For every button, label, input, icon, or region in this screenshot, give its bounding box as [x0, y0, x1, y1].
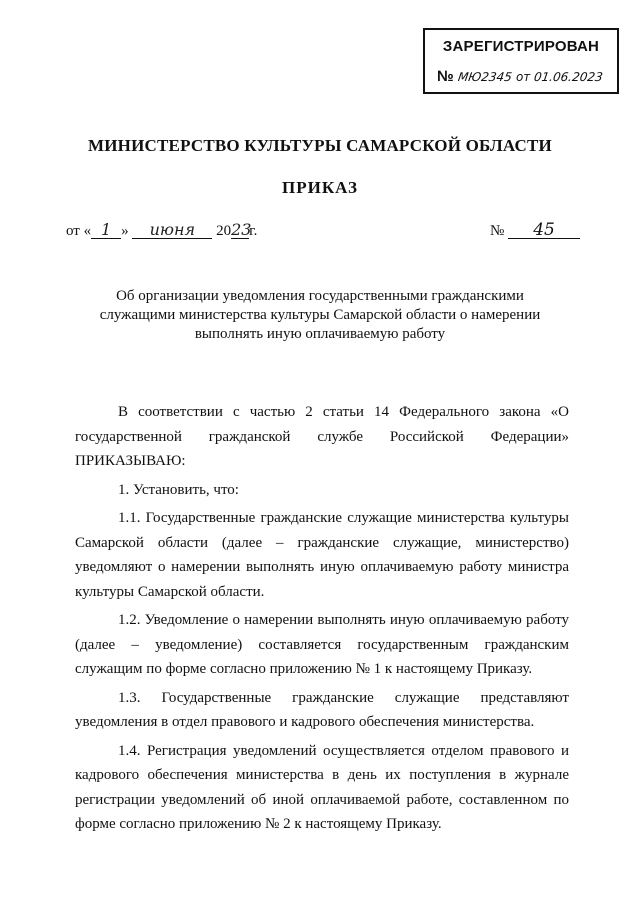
date-month: июня — [132, 222, 212, 239]
stamp-date-value: 01.06.2023 — [533, 70, 605, 84]
item-1-4-paragraph: 1.4. Регистрация уведомлений осуществляется отделом правового и кадрового обеспечения министерства в день их поступления в журнале регистрации уведомлений об иной оплачиваемой работе, составленном по форме согласно приложению № 2 к настоящему Приказу. — [75, 742, 569, 832]
stamp-title: ЗАРЕГИСТРИРОВАН — [442, 38, 600, 55]
order-number-value: 45 — [508, 222, 580, 239]
order-number-label: № — [490, 223, 505, 239]
date-day: 1 — [91, 222, 121, 239]
stamp-number-value: МЮ2345 — [456, 70, 513, 84]
document-type-heading: ПРИКАЗ — [282, 178, 358, 197]
order-body — [75, 400, 569, 837]
ministry-heading: МИНИСТЕРСТВО КУЛЬТУРЫ САМАРСКОЙ ОБЛАСТИ — [88, 136, 552, 155]
stamp-from-label: от — [515, 70, 531, 84]
order-number-line — [490, 222, 580, 240]
date-mid: » — [121, 223, 129, 239]
item-1-2-paragraph: 1.2. Уведомление о намерении выполнять иную оплачиваемую работу (далее – уведомление) составляется государственным гражданским служащим по форме согласно приложению № 1 к настоящему Приказу. — [75, 612, 569, 677]
registration-stamp — [423, 28, 619, 94]
date-year-suffix: 23 — [231, 220, 252, 239]
order-subject: Об организации уведомления государственными гражданскими служащими министерства культуры Самарской области о намерении выполнять иную оплачиваемую работу — [99, 288, 541, 342]
item-1-1-paragraph: 1.1. Государственные гражданские служащие министерства культуры Самарской области (далее – гражданские служащие, министерство) уведомляют о намерении выполнять иную оплачиваемую работу министра культуры Самарской области. — [75, 510, 569, 600]
stamp-number-label: № — [437, 68, 454, 85]
stamp-registration-line — [437, 68, 603, 85]
date-year-prefix: 20 — [216, 223, 232, 239]
order-date-line — [66, 222, 257, 240]
item-1-3-paragraph: 1.3. Государственные гражданские служащие представляют уведомления в отдел правового и кадрового обеспечения министерства. — [75, 689, 569, 730]
item-1-paragraph: 1. Установить, что: — [118, 481, 239, 498]
date-prefix: от « — [66, 223, 92, 239]
date-suffix: г. — [249, 223, 258, 239]
preamble-paragraph: В соответствии с частью 2 статьи 14 Федерального закона «О государственной гражданской службе Российской Федерации» ПРИКАЗЫВАЮ: — [75, 404, 569, 469]
